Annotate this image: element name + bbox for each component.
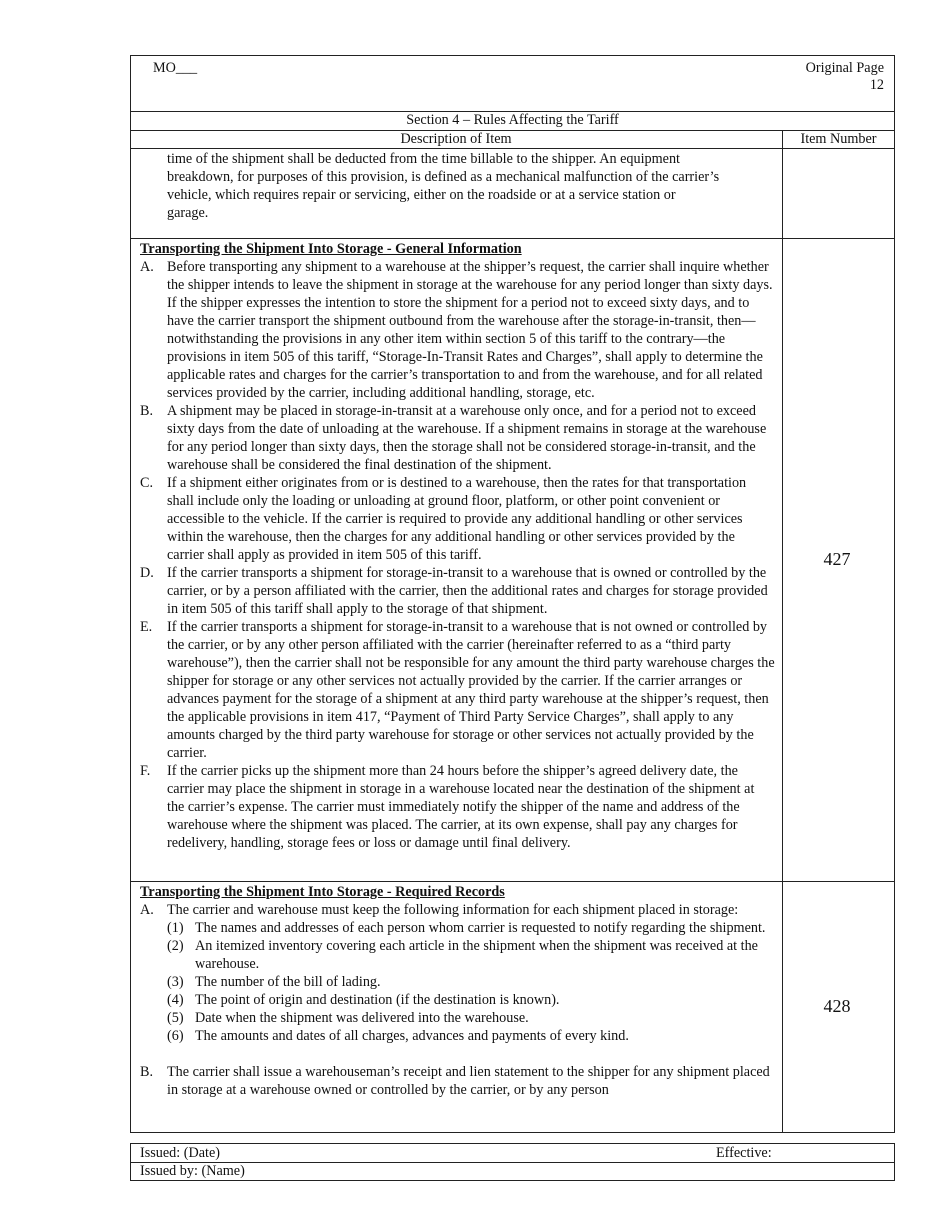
paragraph-text: If the carrier transports a shipment for storage-in-transit to a warehouse that is owned or controlled by the carrier, or by a person affiliated with the carrier, then the additional rates and charges for storage provided in item 505 of this tariff shall apply to the storage of that shipment. (167, 565, 768, 617)
continuation-line: breakdown, for purposes of this provision, is defined as a mechanical malfunction of the carrier’s (167, 169, 720, 185)
item-427-paragraph-f (140, 762, 775, 852)
paragraph-text: Before transporting any shipment to a warehouse at the shipper’s request, the carrier shall inquire whether the shipper intends to leave the shipment in storage at the warehouse for any period longer than sixty days. If the shipper expresses the intention to store the shipment for a period not to exceed sixty days, and to have the carrier transport the shipment outbound from the warehouse after the storage-in-transit, then—notwithstanding the provisions in any other item within section 5 of this tariff to the contrary—the provisions in item 505 of this tariff, “Storage-In-Transit Rates and Charges”, shall apply to determine the applicable rates and charges for the carrier’s transportation to and from the warehouse, and for all related services provided by the carrier, including additional handling, storage, etc. (167, 259, 773, 401)
paragraph-letter: F. (140, 763, 151, 779)
header-box (130, 55, 895, 112)
item-427-paragraph-a (140, 258, 775, 402)
subitem-number: (2) (167, 938, 184, 954)
subitem-text: The names and addresses of each person whom carrier is requested to notify regarding the shipment. (195, 920, 766, 936)
paragraph-text: A shipment may be placed in storage-in-transit at a warehouse only once, and for a period not to exceed sixty days from the date of unloading at the warehouse. If a shipment remains in storage at the warehouse for any period longer than sixty days, then the storage shall not be considered storage-in-transit, and the warehouse shall be considered the final destination of the shipment. (167, 403, 767, 473)
subitem-text: An itemized inventory covering each article in the shipment when the shipment was received at the warehouse. (195, 938, 758, 972)
subitem-number: (4) (167, 992, 184, 1008)
paragraph-letter: B. (140, 403, 154, 419)
item-427-paragraphs (140, 258, 775, 852)
paragraph-letter: D. (140, 565, 154, 581)
item-428-heading: Transporting the Shipment Into Storage - Required Records (140, 884, 505, 900)
column-header-item-number: Item Number (800, 131, 877, 147)
continuation-line: vehicle, which requires repair or servicing, either on the roadside or at a service station or (167, 187, 676, 203)
item-427-heading: Transporting the Shipment Into Storage - General Information (140, 241, 522, 257)
paragraph-letter: E. (140, 619, 153, 635)
continuation-line: time of the shipment shall be deducted from the time billable to the shipper. An equipment (167, 151, 681, 167)
continuation-line: garage. (167, 205, 209, 221)
column-header-description: Description of Item (400, 131, 512, 147)
item-428-subitem-2 (140, 937, 775, 973)
paragraph-letter: A. (140, 902, 154, 918)
paragraph-text: If a shipment either originates from or is destined to a warehouse, then the rates for that transportation shall include only the loading or unloading at ground floor, platform, or other point convenient or accessible to the vehicle. If the carrier is required to provide any additional handling or other services within the warehouse, then the charges for any additional handling or other services provided by the carrier shall apply as provided in item 505 of this tariff. (167, 475, 747, 563)
subitem-text: The number of the bill of lading. (195, 974, 381, 990)
page-number: 12 (869, 77, 884, 93)
paragraph-letter: C. (140, 475, 154, 491)
paragraph-text: If the carrier picks up the shipment more than 24 hours before the shipper’s agreed delivery date, the carrier may place the shipment in storage in a warehouse located near the destination of the shipment at the carrier’s expense. The carrier must immediately notify the shipper of the name and address of the warehouse where the shipment was placed. The carrier, at its own expense, shall pay any charges for redelivery, handling, storage fees or loss or damage until final delivery. (167, 763, 755, 851)
item-427-paragraph-b (140, 402, 775, 474)
item-428-subitem-3 (140, 973, 775, 991)
paragraph-letter: B. (140, 1064, 154, 1080)
item-428-paragraph-b (140, 1063, 775, 1099)
subitem-number: (5) (167, 1010, 184, 1026)
item-427-paragraph-c (140, 474, 775, 564)
row-divider-2 (130, 881, 895, 882)
continuation-text (167, 150, 779, 222)
subitem-number: (6) (167, 1028, 184, 1044)
section-title: Section 4 – Rules Affecting the Tariff (406, 112, 619, 128)
row-divider-1 (130, 238, 895, 239)
paragraph-letter: A. (140, 259, 154, 275)
page-label: Original Page (805, 60, 884, 76)
item-428-paragraphs (140, 901, 775, 1099)
spacer (140, 1045, 775, 1063)
paragraph-text: The carrier shall issue a warehouseman’s receipt and lien statement to the shipper for any shipment placed in storage at a warehouse owned or controlled by the carrier, or by any person (167, 1064, 770, 1098)
paragraph-text: If the carrier transports a shipment for storage-in-transit to a warehouse that is not owned or controlled by the carrier, or by any other person affiliated with the carrier (hereinafter referred to as a “third party warehouse”), then the carrier shall not be responsible for any amount the third party warehouse charges the shipper for storage or any other services not actually provided by the carrier. If the carrier arranges or advances payment for the storage of a shipment at any third party warehouse at the shipper’s request, then the applicable provisions in item 417, “Payment of Third Party Service Charges”, shall apply to any amounts charged by the third party warehouse for storage or other services not actually provided by the carrier. (167, 619, 775, 761)
item-428-subitem-4 (140, 991, 775, 1009)
item-number-427: 427 (823, 549, 851, 569)
item-428-subitem-1 (140, 919, 775, 937)
subitem-number: (1) (167, 920, 184, 936)
subitem-text: The amounts and dates of all charges, advances and payments of every kind. (195, 1028, 629, 1044)
mo-label: MO___ (153, 60, 198, 76)
item-427-paragraph-e (140, 618, 775, 762)
item-428-subitem-6 (140, 1027, 775, 1045)
issued-by: Issued by: (Name) (140, 1163, 245, 1179)
subitem-number: (3) (167, 974, 184, 990)
item-428-paragraph-a (140, 901, 775, 919)
item-427-paragraph-d (140, 564, 775, 618)
subitem-text: Date when the shipment was delivered into the warehouse. (195, 1010, 529, 1026)
paragraph-text: The carrier and warehouse must keep the following information for each shipment placed in storage: (167, 902, 739, 918)
subitem-text: The point of origin and destination (if the destination is known). (195, 992, 560, 1008)
item-number-428: 428 (823, 996, 851, 1016)
item-428-subitem-5 (140, 1009, 775, 1027)
issued-date: Issued: (Date) (140, 1145, 220, 1161)
effective-label: Effective: (716, 1145, 772, 1161)
column-divider-body (782, 148, 783, 1133)
